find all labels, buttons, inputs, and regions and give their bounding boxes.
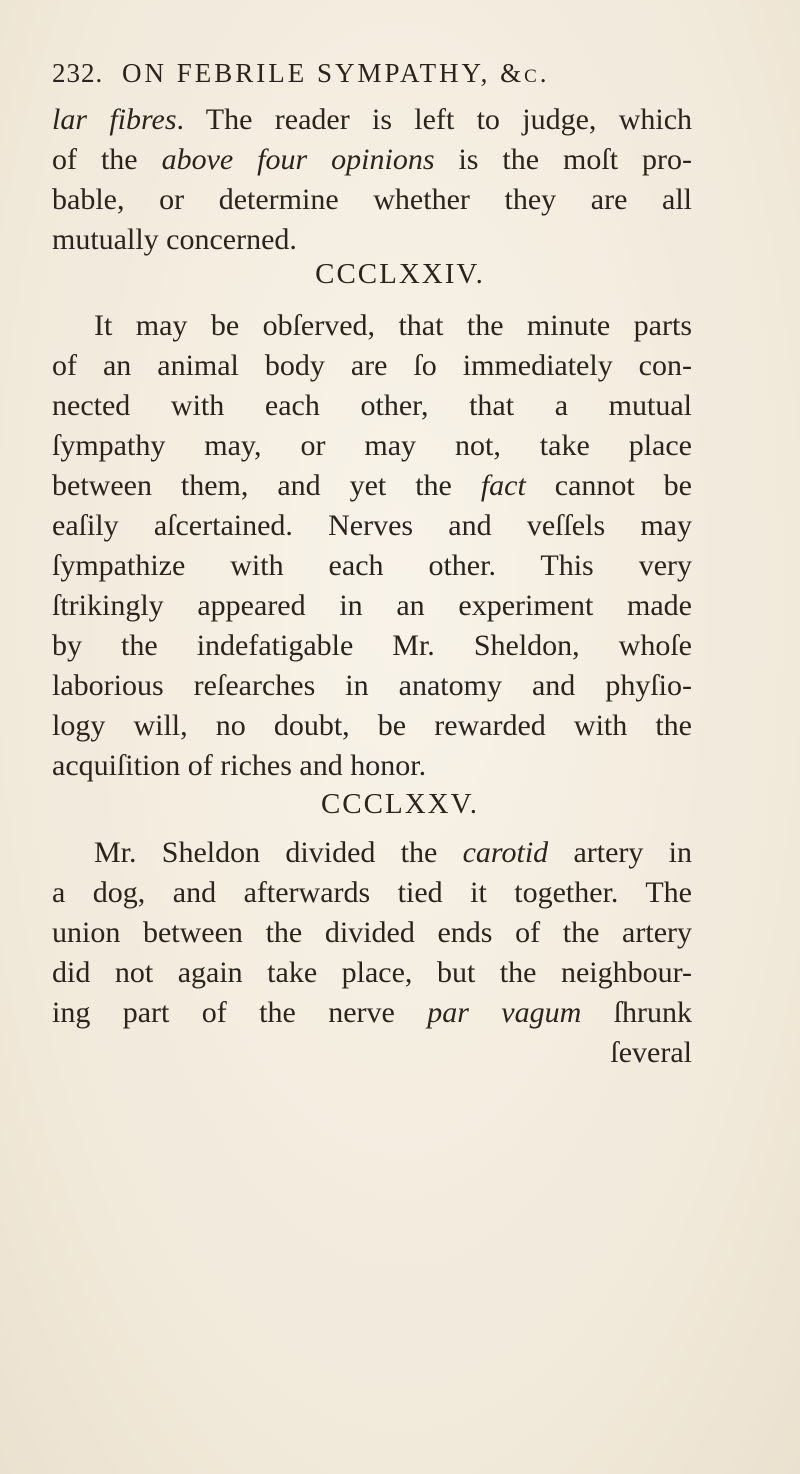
italic-fragment: fact xyxy=(480,469,526,502)
text-line: logy will, no doubt, be rewarded with the xyxy=(52,709,692,742)
text-line: eaſily aſcertained. Nerves and veſſels may xyxy=(52,509,692,542)
italic-fragment: lar fibres xyxy=(52,103,177,136)
catchword: ſeveral xyxy=(610,1036,692,1069)
text-line: ſtrikingly appeared in an experiment made xyxy=(52,589,692,622)
paragraph-continued xyxy=(52,100,692,260)
paragraph-section-374 xyxy=(52,306,692,786)
text-line: did not again take place, but the neighbour- xyxy=(52,956,692,989)
italic-fragment: carotid xyxy=(462,836,549,869)
text-line: between them, and yet the fact cannot be xyxy=(52,469,692,502)
page-number: 232. xyxy=(52,58,104,88)
text-line: ſympathize with each other. This very xyxy=(52,549,692,582)
section-heading: CCCLXXV. xyxy=(320,788,480,820)
text-line: nected with each other, that a mutual xyxy=(52,389,692,422)
running-title: ON FEBRILE SYMPATHY, &c. xyxy=(122,58,550,88)
italic-fragment: above four opinions xyxy=(161,143,435,176)
text-line: It may be obſerved, that the minute parts xyxy=(94,309,692,342)
text-line: by the indefatigable Mr. Sheldon, whoſe xyxy=(52,629,692,662)
running-header xyxy=(52,58,692,89)
paragraph-section-375 xyxy=(52,833,692,1073)
text-line: ſympathy may, or may not, take place xyxy=(52,429,692,462)
text-line: mutually concerned. xyxy=(52,223,297,256)
italic-fragment: par vagum xyxy=(427,996,582,1029)
text-line: acquiſition of riches and honor. xyxy=(52,749,427,782)
text-line: laborious reſearches in anatomy and phyſio- xyxy=(52,669,692,702)
text-line: a dog, and afterwards tied it together. The xyxy=(52,876,692,909)
text-line: lar fibres. The reader is left to judge, which xyxy=(52,103,693,136)
text-line: bable, or determine whether they are all xyxy=(52,183,692,216)
text-line: union between the divided ends of the artery xyxy=(52,916,692,949)
section-heading: CCCLXXIV. xyxy=(315,258,485,290)
text-line: Mr. Sheldon divided the carotid artery in xyxy=(94,836,692,869)
text-line: of the above four opinions is the moſt pro- xyxy=(52,143,692,176)
text-line: of an animal body are ſo immediately con- xyxy=(52,349,692,382)
text-line: ing part of the nerve par vagum ſhrunk xyxy=(52,996,693,1029)
